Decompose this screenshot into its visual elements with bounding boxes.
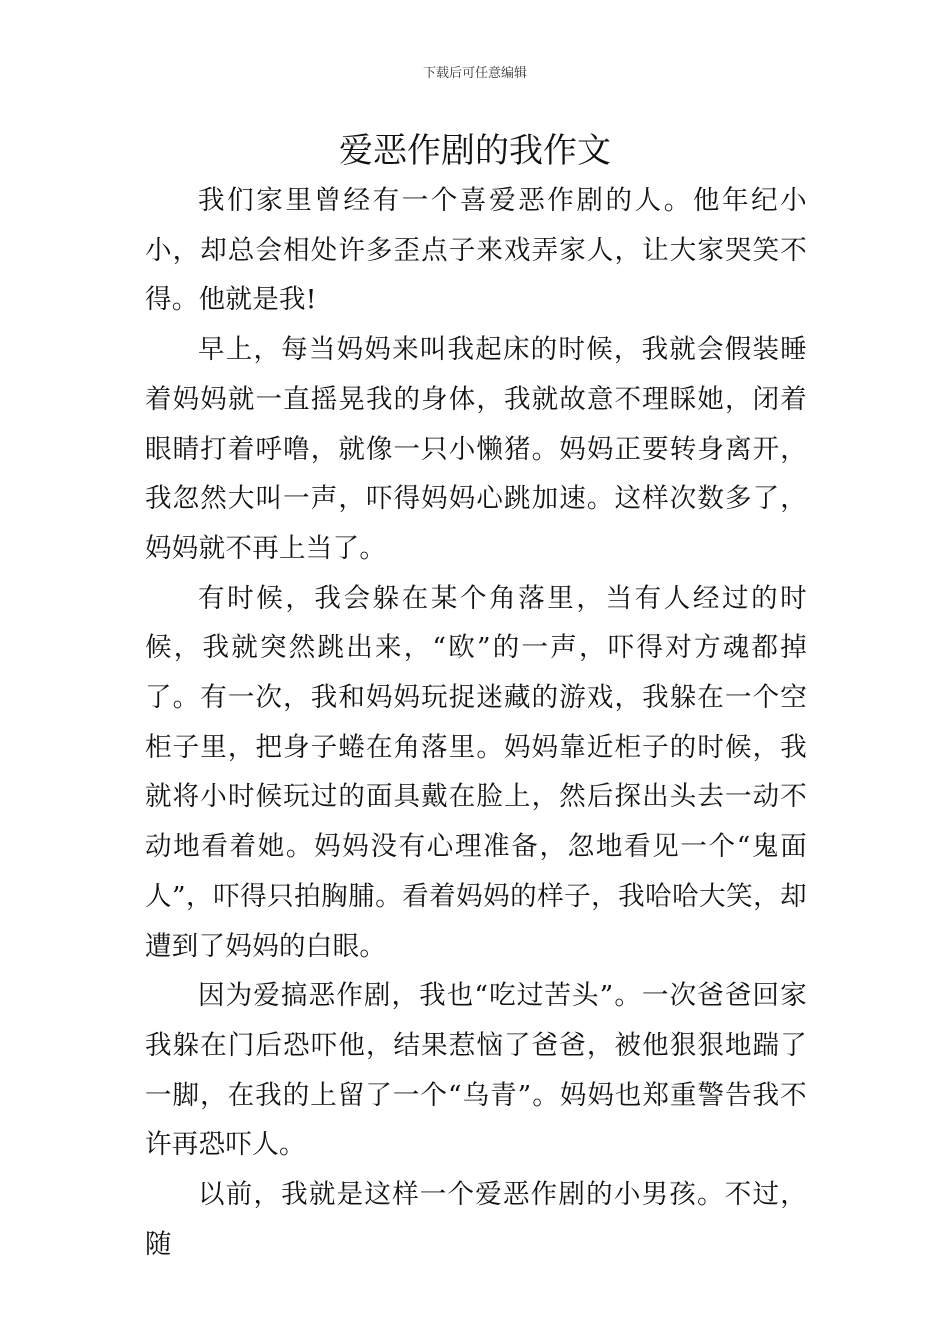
essay-body [145, 176, 807, 1269]
paragraph: 以前，我就是这样一个爱恶作剧的小男孩。不过，随 [145, 1179, 807, 1260]
paragraph: 因为爱搞恶作剧，我也“吃过苦头”。一次爸爸回家我躲在门后恐吓他，结果惹恼了爸爸，被他狠狠地踹了一脚，在我的上留了一个“乌青”。妈妈也郑重警告我不许再恐吓人。 [145, 980, 807, 1161]
paragraph: 有时候，我会躲在某个角落里，当有人经过的时候，我就突然跳出来，“欧”的一声，吓得对方魂都掉了。有一次，我和妈妈玩捉迷藏的游戏，我躲在一个空柜子里，把身子蜷在角落里。妈妈靠近柜子的时候，我就将小时候玩过的面具戴在脸上，然后探出头去一动不动地看着她。妈妈没有心理准备，忽地看见一个“鬼面人”，吓得只拍胸脯。看着妈妈的样子，我哈哈大笑，却遭到了妈妈的白眼。 [145, 582, 807, 962]
header-note: 下载后可任意编辑 [422, 66, 527, 81]
paragraph: 早上，每当妈妈来叫我起床的时候，我就会假装睡着妈妈就一直摇晃我的身体，我就故意不理睬她，闭着眼睛打着呼噜，就像一只小懒猪。妈妈正要转身离开，我忽然大叫一声，吓得妈妈心跳加速。这样次数多了，妈妈就不再上当了。 [145, 334, 807, 564]
paragraph: 我们家里曾经有一个喜爱恶作剧的人。他年纪小小，却总会相处许多歪点子来戏弄家人，让大家哭笑不得。他就是我! [145, 185, 807, 316]
page-title: 爱恶作剧的我作文 [339, 131, 611, 171]
